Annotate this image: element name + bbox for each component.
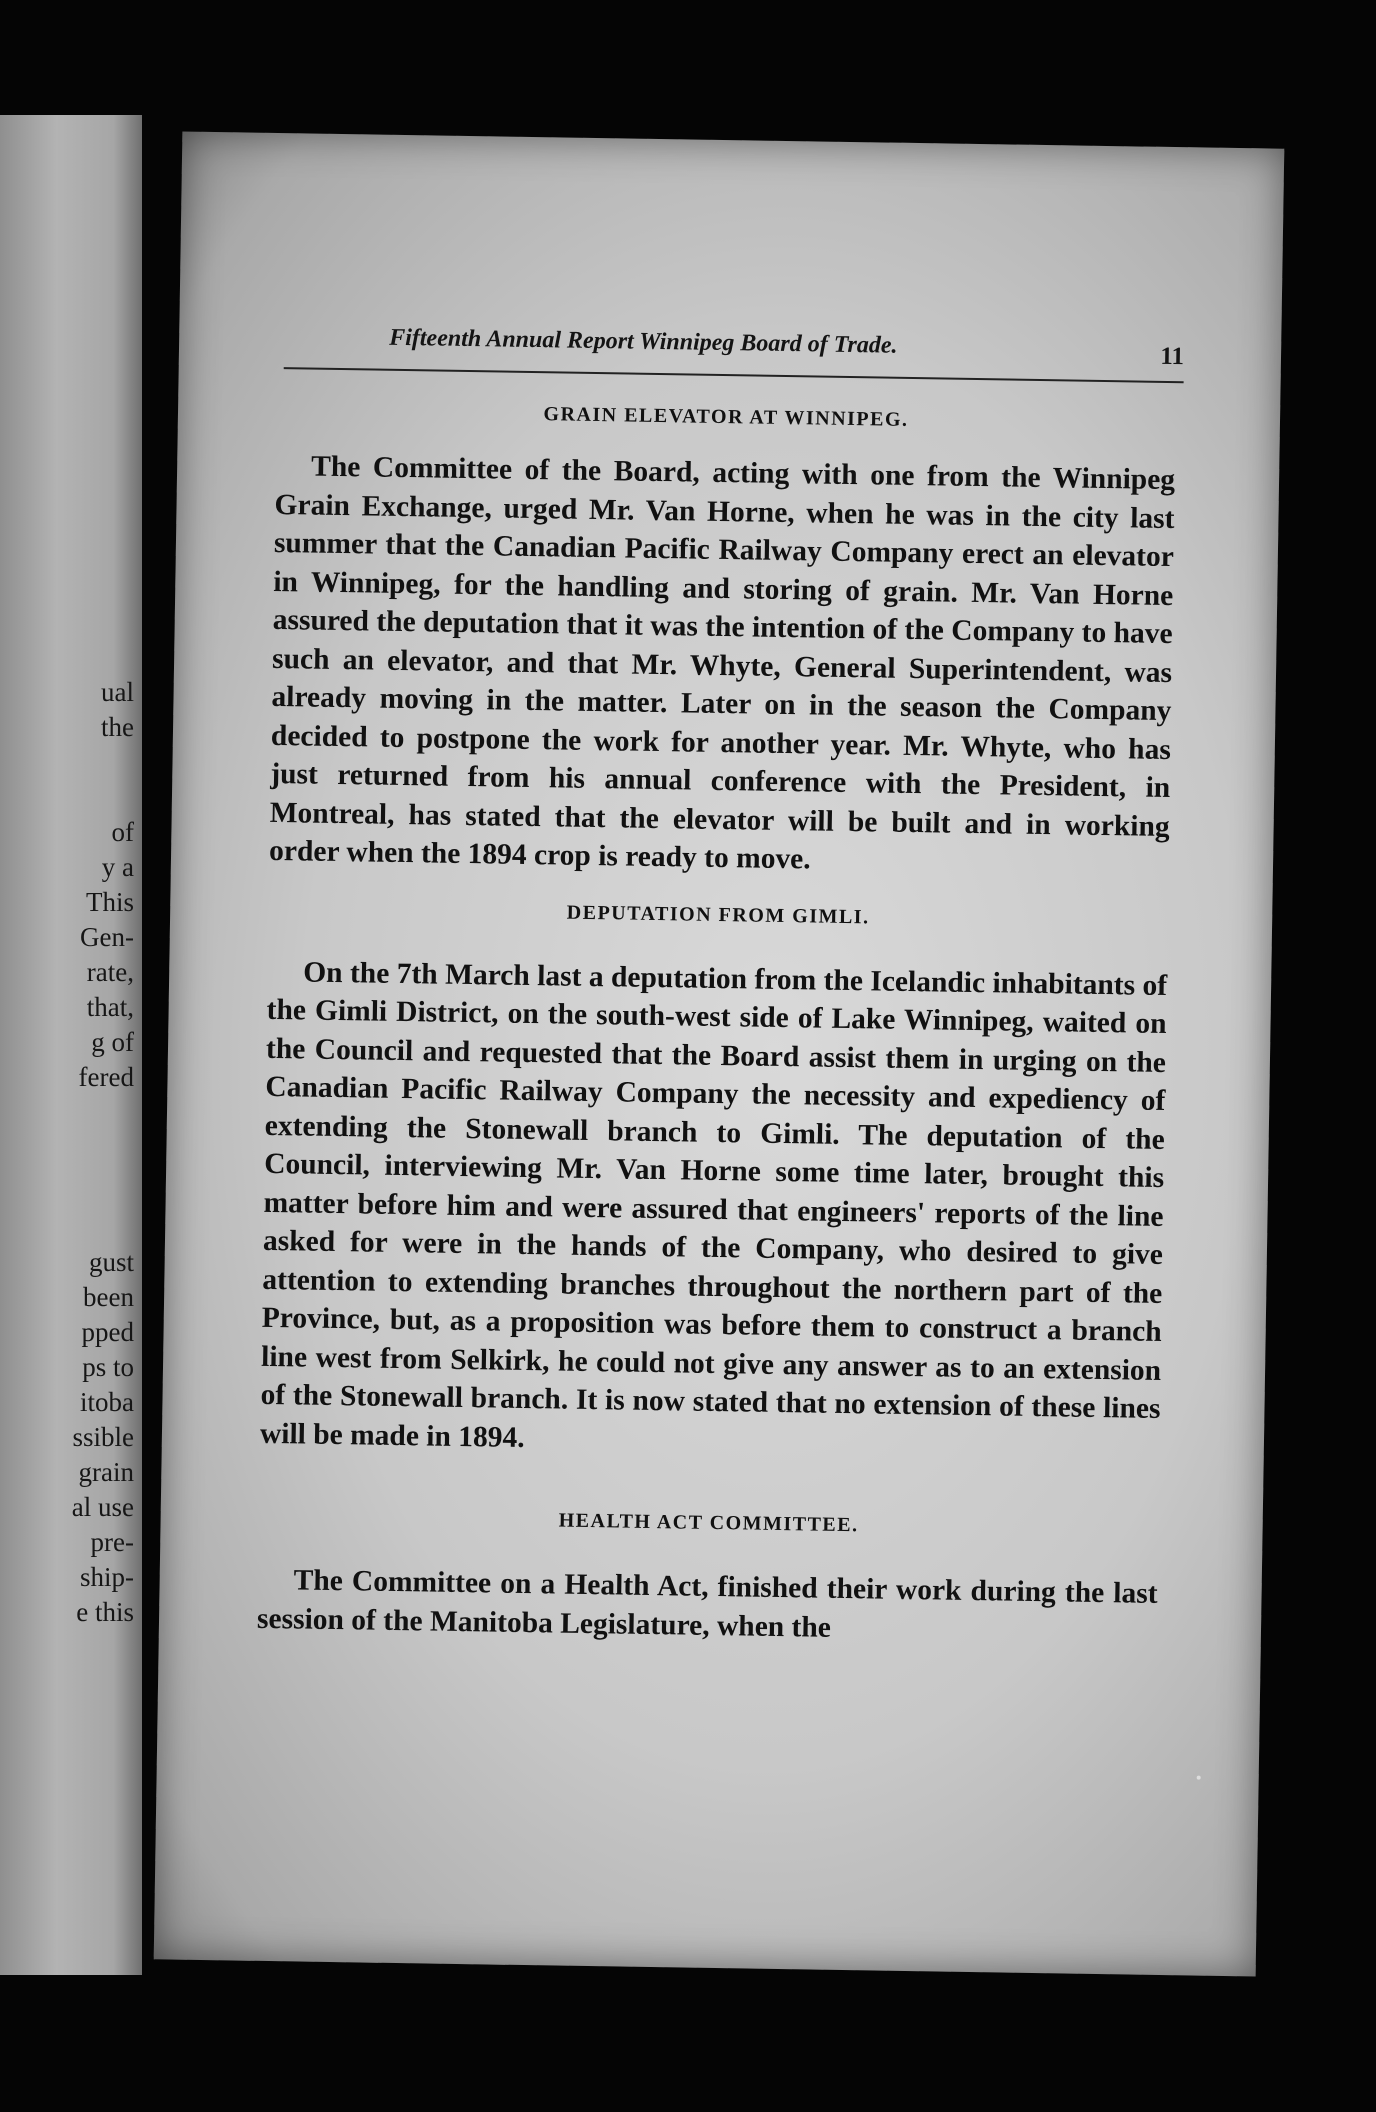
fragment-line: grain [78, 1457, 134, 1487]
fragment-line: ship- [80, 1562, 134, 1592]
document-page [154, 131, 1285, 1976]
page-header [284, 323, 1185, 383]
page-number: 11 [1160, 342, 1185, 371]
fragment-line: rate, [86, 957, 134, 987]
fragment-line: al use [71, 1492, 134, 1522]
fragment-line: pre- [90, 1527, 134, 1557]
fragment-line: the [101, 712, 134, 742]
section-heading: GRAIN ELEVATOR AT WINNIPEG. [543, 403, 909, 431]
section-paragraph: The Committee on a Health Act, finished their work during the last session of the Manitoba Legislature, when the [256, 1564, 1158, 1644]
section-paragraph: The Committee of the Board, acting with one from the Winnipeg Grain Exchange, urged Mr. Van Horne, when he was in the city last summer that the Canadian Pacific Railway Company erect an elevator in Winnipeg, for the handling and storing of grain. Mr. Van Horne assured the deputation that it was the intention of the Company to have such an elevator, and that Mr. Whyte, General Superintendent, was already moving in the matter. Later on in the season the Company decided to postpone the work for another year. Mr. Whyte, who has just returned from his annual conference with the President, in Montreal, has stated that the elevator will be built and in working order when the 1894 crop is ready to move. [268, 450, 1176, 876]
film-speck [1197, 1776, 1201, 1780]
facing-page-left [0, 115, 142, 1975]
fragment-line: fered [78, 1062, 134, 1092]
fragment-line: gust [88, 1247, 134, 1277]
fragment-line: of [111, 817, 134, 847]
page-body [257, 395, 1176, 1652]
fragment-line: e this [76, 1597, 134, 1627]
section-heading: DEPUTATION FROM GIMLI. [566, 901, 870, 928]
fragment-line: g of [91, 1027, 134, 1057]
facing-page-text-fragments [0, 675, 134, 1630]
fragment-line: ual [101, 677, 134, 707]
section-heading: HEALTH ACT COMMITTEE. [558, 1509, 859, 1537]
running-title: Fifteenth Annual Report Winnipeg Board of Trade. [389, 324, 898, 359]
fragment-line: pped [81, 1317, 134, 1347]
fragment-line: This [85, 887, 134, 917]
section-paragraph: On the 7th March last a deputation from the Icelandic inhabitants of the Gimli District, on the south-west side of Lake Winnipeg, waited on the Council and requested that the Board assist them in urging on the Canadian Pacific Railway Company the necessity and expediency of extending the Stonewall branch to Gimli. The deputation of the Council, interviewing Mr. Van Horne some time later, brought this matter before him and were assured that engineers' reports of the line asked for were in the hands of the Company, who desired to give attention to extending branches throughout the northern part of the Province, but, as a proposition was before them to construct a branch line west from Selkirk, he could not give any answer as to an extension of the Stonewall branch. It is now stated that no extension of these lines will be made in 1894. [259, 955, 1168, 1454]
fragment-line: itoba [80, 1387, 134, 1417]
fragment-line: ps to [82, 1352, 134, 1382]
fragment-line: that, [86, 992, 134, 1022]
fragment-line: Gen- [80, 922, 134, 952]
fragment-line: been [83, 1282, 134, 1312]
fragment-line: ssible [72, 1422, 134, 1452]
fragment-line: y a [101, 852, 134, 882]
